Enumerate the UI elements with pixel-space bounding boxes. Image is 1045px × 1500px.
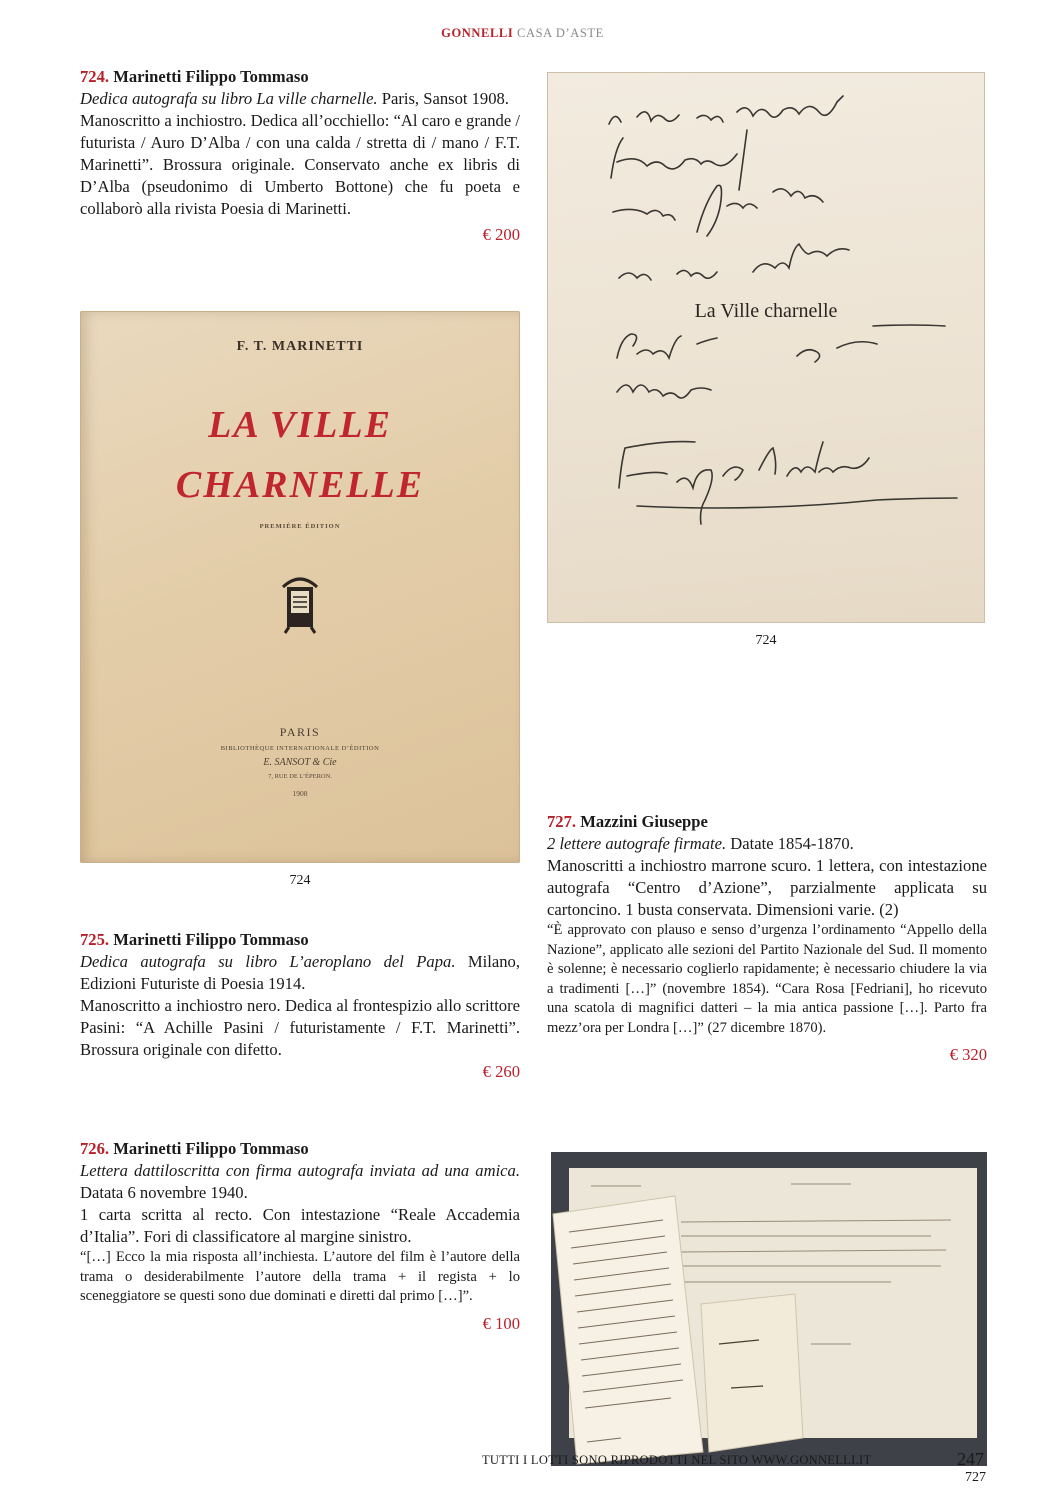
catalogue-header (0, 26, 1045, 41)
cover-author: F. T. MARINETTI (236, 339, 364, 354)
lot-724 (80, 66, 520, 246)
lot-author: Marinetti Filippo Tommaso (113, 1139, 309, 1158)
lot-description: Manoscritto a inchiostro. Dedica all’occhiello: “Al caro e grande / futurista / Auro D’Alba / con una calda / stretta di / mano / F.T. Marinetti”. Brossura originale. Conservato anche ex libris di D’Alba (pseudonimo di Umberto Bottone) che fu poeta e collaborò alla rivista Poesia di Marinetti. (80, 111, 520, 218)
letters-image (551, 1152, 987, 1466)
caption-letters: 727 (965, 1470, 986, 1485)
lot-number: 725. (80, 930, 110, 949)
lot-quote: “[…] Ecco la mia risposta all’inchiesta. L’autore del film è l’autore della trama o desiderabilmente l’autore della trama + il regista + lo sceneggiatore se questi sono due dominati e diretti dal primo […]”. (80, 1249, 520, 1304)
lot-author: Mazzini Giuseppe (580, 812, 708, 831)
lot-subtitle: Lettera dattiloscritta con firma autografa inviata ad una amica. (80, 1161, 520, 1180)
lot-description: Manoscritto a inchiostro nero. Dedica al frontespizio allo scrittore Pasini: “A Achille Pasini / futuristamente / F.T. Marinetti”. Brossura originale con difetto. (80, 996, 520, 1059)
cover-publisher-line1: BIBLIOTHÈQUE INTERNATIONALE D’ÉDITION (220, 745, 380, 752)
lot-subtitle-rest: Datate 1854-1870. (730, 834, 854, 853)
lot-description: 1 carta scritta al recto. Con intestazione “Reale Accademia d’Italia”. Fori di classificatore al margine sinistro. (80, 1205, 520, 1246)
lot-price: € 320 (949, 1045, 987, 1064)
book-cover-image (80, 311, 520, 863)
handwriting-strokes (547, 72, 985, 623)
cover-city: PARIS (279, 725, 321, 739)
lot-price: € 100 (482, 1313, 520, 1333)
lot-727 (547, 811, 987, 1066)
lot-subtitle: 2 lettere autografe firmate. (547, 834, 727, 853)
lot-subtitle: Dedica autografa su libro La ville charnelle. (80, 89, 378, 108)
lot-description: Manoscritti a inchiostro marrone scuro. 1 lettera, con intestazione autografa “Centro d’Azione”, parzialmente applicata su cartoncino. 1 busta conservata. Dimensioni varie. (2) (547, 856, 987, 919)
lot-number: 727. (547, 812, 577, 831)
cover-address: 7, RUE DE L’ÉPERON. (268, 773, 332, 780)
lot-725 (80, 929, 520, 1083)
footer-notice: TUTTI I LOTTI SONO RIPRODOTTI NEL SITO WWW.GONNELLI.IT (482, 1453, 872, 1467)
dedication-page-image (547, 72, 985, 623)
lot-subtitle-rest: Datata 6 novembre 1940. (80, 1183, 248, 1202)
letters-photo-shapes (551, 1152, 987, 1466)
lot-number: 724. (80, 67, 110, 86)
lot-number: 726. (80, 1139, 110, 1158)
caption-cover: 724 (289, 873, 311, 888)
lot-726 (80, 1138, 520, 1335)
lot-price: € 200 (482, 225, 520, 244)
cover-edition: PREMIÈRE ÉDITION (259, 523, 341, 530)
cover-title-line1: LA VILLE (208, 404, 392, 446)
lot-price: € 260 (482, 1062, 520, 1081)
lot-subtitle-rest: Paris, Sansot 1908. (381, 89, 509, 108)
header-brand: GONNELLI (441, 26, 514, 40)
printed-book-title: La Ville charnelle (694, 300, 838, 322)
lot-subtitle: Dedica autografa su libro L’aeroplano del Papa. (80, 952, 456, 971)
cover-publisher-line2: E. SANSOT & Cie (263, 757, 337, 768)
lot-quote: “È approvato con plauso e senso d’urgenza l’ordinamento “Appello della Nazione”, applicato alle sezioni del Partito Nazionale del Sud. Il momento è solenne; è necessario coglierlo rapidamente; è necessario chiudere la via a tradimenti […]” (novembre 1854). “Cara Rosa [Fedriani], ho ricevuto una scatola di magnifici datteri – la mia antica passione […]. Parto fra mezz’ora per Londra […]” (27 dicembre 1870). (547, 922, 987, 1036)
publisher-emblem-icon (279, 573, 321, 635)
lot-author: Marinetti Filippo Tommaso (113, 67, 309, 86)
page-number: 247 (957, 1449, 984, 1469)
lot-subtitle-rest: Milano, Edizioni Futuriste di Poesia 1914. (80, 952, 520, 993)
cover-year: 1908 (292, 789, 308, 798)
caption-dedication: 724 (755, 633, 777, 648)
header-subtitle: CASA D’ASTE (517, 26, 604, 40)
lot-author: Marinetti Filippo Tommaso (113, 930, 309, 949)
cover-title-line2: CHARNELLE (175, 464, 425, 506)
